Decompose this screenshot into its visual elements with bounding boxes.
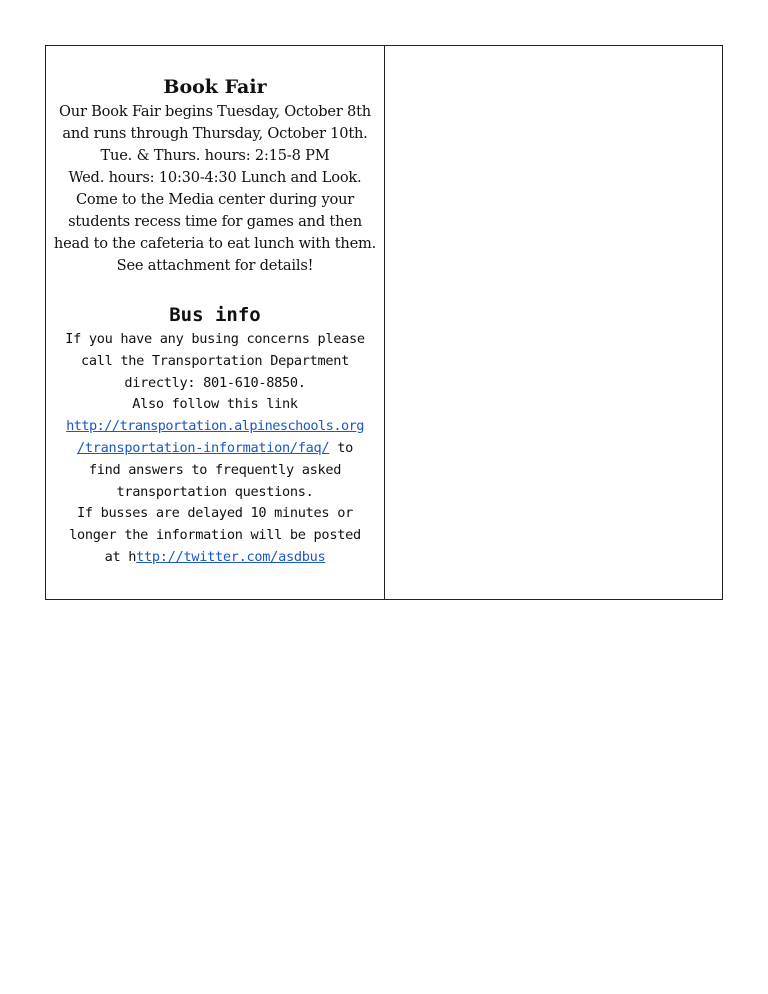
section-spacer xyxy=(46,277,384,301)
bus-info-line: If busses are delayed 10 minutes or xyxy=(77,505,353,522)
bus-info-link-line xyxy=(46,438,384,460)
book-fair-line: Come to the Media center during your xyxy=(75,191,355,208)
bus-info-line: If you have any busing concerns please xyxy=(65,331,365,347)
transportation-faq-link-part1[interactable]: http://transportation.alpineschools.org xyxy=(66,418,364,435)
book-fair-line: See attachment for details! xyxy=(116,257,314,274)
bus-info-line: directly: 801-610-8850. xyxy=(124,374,306,391)
transportation-faq-link-part2[interactable]: /transportation-information/faq/ xyxy=(77,439,330,456)
twitter-link[interactable]: ttp://twitter.com/asdbus xyxy=(136,548,326,565)
bus-info-link-line xyxy=(46,416,384,438)
left-cell xyxy=(46,46,385,599)
bus-info-line: longer the information will be posted xyxy=(69,527,361,544)
bus-info-line: find answers to frequently asked xyxy=(88,461,342,478)
book-fair-line: Wed. hours: 10:30-4:30 Lunch and Look. xyxy=(68,169,362,186)
book-fair-line: Our Book Fair begins Tuesday, October 8th xyxy=(58,103,371,120)
book-fair-line: and runs through Thursday, October 10th. xyxy=(62,125,368,142)
book-fair-line: head to the cafeteria to eat lunch with them. xyxy=(53,235,377,252)
bus-info-line: call the Transportation Department xyxy=(80,352,350,369)
newsletter-table xyxy=(45,45,723,600)
bus-info-line: Also follow this link xyxy=(132,396,298,413)
book-fair-heading: Book Fair xyxy=(163,76,267,98)
bus-info-heading: Bus info xyxy=(169,304,261,326)
link-suffix-text: to xyxy=(329,439,353,456)
book-fair-line: students recess time for games and then xyxy=(68,213,362,230)
twitter-prefix-text: at h xyxy=(104,548,137,565)
right-cell-empty xyxy=(385,46,722,599)
bus-info-link-line xyxy=(46,547,384,569)
bus-info-line: transportation questions. xyxy=(116,483,314,500)
book-fair-line: Tue. & Thurs. hours: 2:15-8 PM xyxy=(100,147,330,164)
